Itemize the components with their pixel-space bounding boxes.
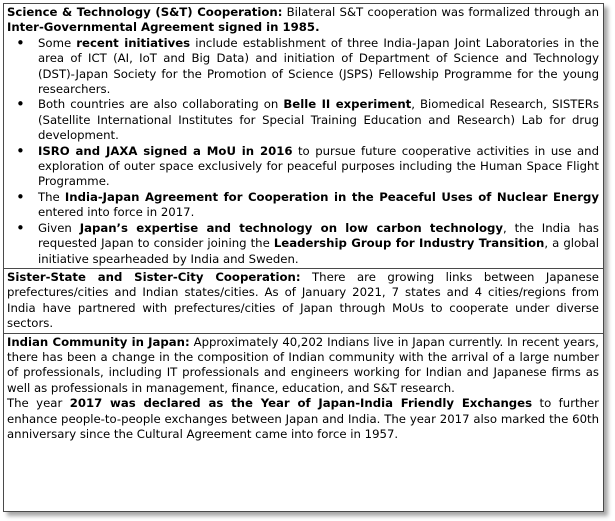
st-intro: Science & Technology (S&T) Cooperation: Bilateral S&T cooperation was formalized through an Inter-Governmental Agreement signed in 1985. (7, 5, 599, 35)
community-paragraph-2: The year 2017 was declared as the Year of Japan-India Friendly Exchanges to further enhance people-to-people exchanges between Japan and India. The year 2017 also marked the 60th anniversary since the Cultural Agreement came into force in 1957. (7, 396, 599, 441)
community-paragraph: Indian Community in Japan: Approximately 40,202 Indians live in Japan currently. In recent years, there has been a change in the composition of Indian community with the arrival of a large number of professionals, including IT professionals and engineers working for Indian and Japanese firms as well as professionals in management, finance, education, and S&T research. (7, 334, 599, 395)
list-item: • The India-Japan Agreement for Cooperation in the Peaceful Uses of Nuclear Energy entered into force in 2017. (7, 190, 599, 221)
section-science-technology (4, 4, 603, 269)
sister-paragraph: Sister-State and Sister-City Cooperation: There are growing links between Japanese prefectures/cities and Indian states/cities. As of January 2021, 7 states and 4 cities/regions from India have partnered with prefectures/cities of Japan through MoUs to cooperate under diverse sectors. (7, 269, 599, 331)
st-heading: Science & Technology (S&T) Cooperation: (7, 5, 283, 19)
list-item: • ISRO and JAXA signed a MoU in 2016 to pursue future cooperative activities in use and exploration of outer space exclusively for peaceful purposes including the Human Space Flight Programme. (7, 144, 599, 190)
list-item: • Both countries are also collaborating on Belle II experiment, Biomedical Research, SISTERs (Satellite International Institutes for Special Training Education and Research) Lab for drug development. (7, 97, 599, 143)
st-bullet-list (7, 36, 599, 267)
sister-heading: Sister-State and Sister-City Cooperation: (7, 269, 301, 284)
community-heading: Indian Community in Japan: (7, 334, 190, 349)
list-item: • Some recent initiatives include establishment of three India-Japan Joint Laboratories in the area of ICT (AI, IoT and Big Data) and initiation of Department of Science and Technology (DST)-Japan Society for the Promotion of Science (JSPS) Fellowship Programme for the young researchers. (7, 36, 599, 98)
list-item: • Given Japan’s expertise and technology on low carbon technology, the India has requested Japan to consider joining the Leadership Group for Industry Transition, a global initiative spearheaded by India and Sweden. (7, 221, 599, 267)
section-sister-city (4, 269, 603, 334)
section-indian-community (4, 334, 603, 444)
document-box (3, 3, 604, 512)
